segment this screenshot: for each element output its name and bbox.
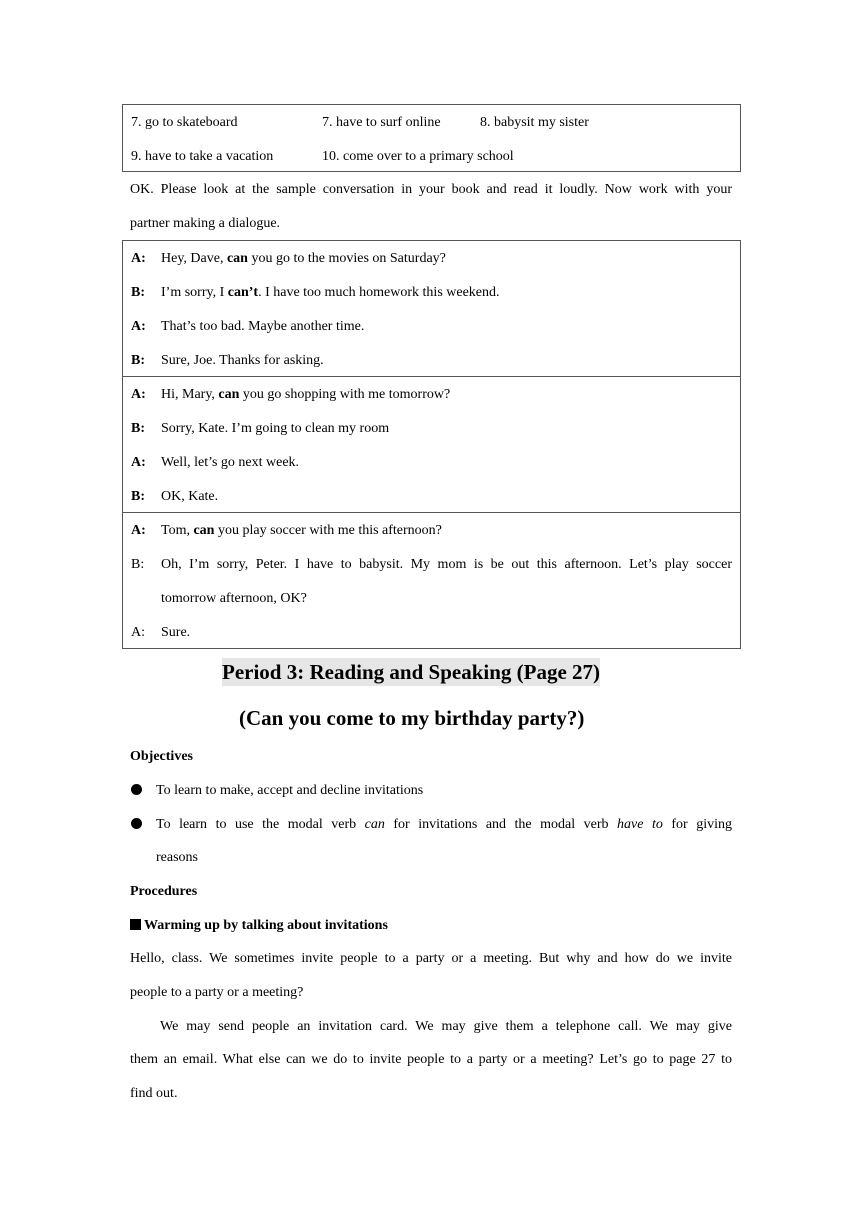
keyword: can — [226, 251, 248, 266]
speaker-label: A: — [131, 455, 146, 470]
objective-text: for giving — [662, 817, 732, 832]
phrase-cell: 9. have to take a vacation — [131, 149, 274, 164]
keyword: can’t — [227, 285, 259, 300]
dialogue-text: OK, Kate. — [161, 489, 219, 504]
objective-text: for invitations and the modal verb — [384, 817, 618, 832]
dialogue-text: Hey, Dave, — [161, 251, 227, 266]
speaker-label: A: — [131, 387, 146, 402]
dialogue-box-3 — [122, 512, 741, 649]
modal-verb: have to — [617, 817, 663, 832]
objective-text: To learn to use the modal verb — [156, 817, 365, 832]
paragraph-line: find out. — [130, 1086, 178, 1101]
dialogue-text: Sorry, Kate. I’m going to clean my room — [161, 421, 390, 436]
dialogue-line — [131, 623, 190, 643]
dialogue-line — [131, 385, 450, 405]
paragraph-line: We may send people an invitation card. We may give them a telephone call. We may give — [160, 1019, 732, 1034]
keyword: can — [218, 387, 240, 402]
dialogue-line — [131, 249, 446, 269]
dialogue-text: Sure, Joe. Thanks for asking. — [161, 353, 324, 368]
intro-line: OK. Please look at the sample conversation in your book and read it loudly. Now work with your — [130, 182, 732, 197]
paragraph-line: them an email. What else can we do to invite people to a party or a meeting? Let’s go to page 27 to — [130, 1052, 732, 1067]
dialogue-text: you play soccer with me this afternoon? — [214, 523, 442, 538]
intro-line: partner making a dialogue. — [130, 216, 281, 231]
procedures-heading: Procedures — [130, 884, 198, 899]
dialogue-text: Hi, Mary, — [161, 387, 219, 402]
dialogue-line-continued: tomorrow afternoon, OK? — [161, 591, 307, 606]
dialogue-text: you go to the movies on Saturday? — [247, 251, 446, 266]
speaker-label: B: — [131, 421, 145, 436]
warmup-text: Warming up by talking about invitations — [144, 918, 388, 933]
speaker-label: B: — [131, 489, 145, 504]
dialogue-text: I’m sorry, I — [161, 285, 228, 300]
period-title: Period 3: Reading and Speaking (Page 27) — [222, 660, 601, 684]
dialogue-line — [131, 351, 324, 371]
speaker-label: A: — [131, 523, 146, 538]
speaker-label: B: — [131, 557, 145, 572]
dialogue-text: That’s too bad. Maybe another time. — [161, 319, 365, 334]
phrase-table — [122, 104, 741, 172]
dialogue-text: Tom, — [161, 523, 194, 538]
paragraph-line: people to a party or a meeting? — [130, 985, 304, 1000]
dialogue-text: Oh, I’m sorry, Peter. I have to babysit. My mom is be out this afternoon. Let’s play soccer — [161, 557, 732, 572]
dialogue-text: Sure. — [161, 625, 191, 640]
phrase-cell: 7. have to surf online — [322, 115, 441, 130]
phrase-cell: 10. come over to a primary school — [322, 149, 514, 164]
bullet-icon — [130, 815, 144, 829]
dialogue-box-2 — [122, 376, 741, 513]
objective-item-continued: reasons — [156, 850, 198, 865]
speaker-label: B: — [131, 285, 145, 300]
modal-verb: can — [364, 817, 385, 832]
square-bullet-icon — [130, 919, 141, 930]
dialogue-line — [131, 521, 442, 541]
dialogue-line — [131, 555, 732, 575]
speaker-label: A: — [131, 319, 146, 334]
warmup-heading — [130, 916, 732, 936]
period-subtitle: (Can you come to my birthday party?) — [239, 706, 585, 730]
dialogue-line — [131, 487, 218, 507]
dialogue-line — [131, 419, 389, 439]
dialogue-text: Well, let’s go next week. — [161, 455, 300, 470]
speaker-label: A: — [131, 625, 145, 640]
objective-item — [156, 815, 732, 835]
dialogue-line — [131, 317, 364, 337]
phrase-cell: 8. babysit my sister — [480, 115, 589, 130]
dialogue-line — [131, 453, 299, 473]
dialogue-line — [131, 283, 500, 303]
bullet-icon — [130, 781, 144, 795]
dialogue-text: . I have too much homework this weekend. — [258, 285, 500, 300]
speaker-label: B: — [131, 353, 145, 368]
keyword: can — [193, 523, 215, 538]
phrase-cell: 7. go to skateboard — [131, 115, 238, 130]
speaker-label: A: — [131, 251, 146, 266]
objective-item: To learn to make, accept and decline invitations — [156, 783, 424, 798]
paragraph-line: Hello, class. We sometimes invite people to a party or a meeting. But why and how do we invite — [130, 951, 732, 966]
dialogue-text: you go shopping with me tomorrow? — [239, 387, 451, 402]
dialogue-box-1 — [122, 240, 741, 377]
objectives-heading: Objectives — [130, 749, 193, 764]
